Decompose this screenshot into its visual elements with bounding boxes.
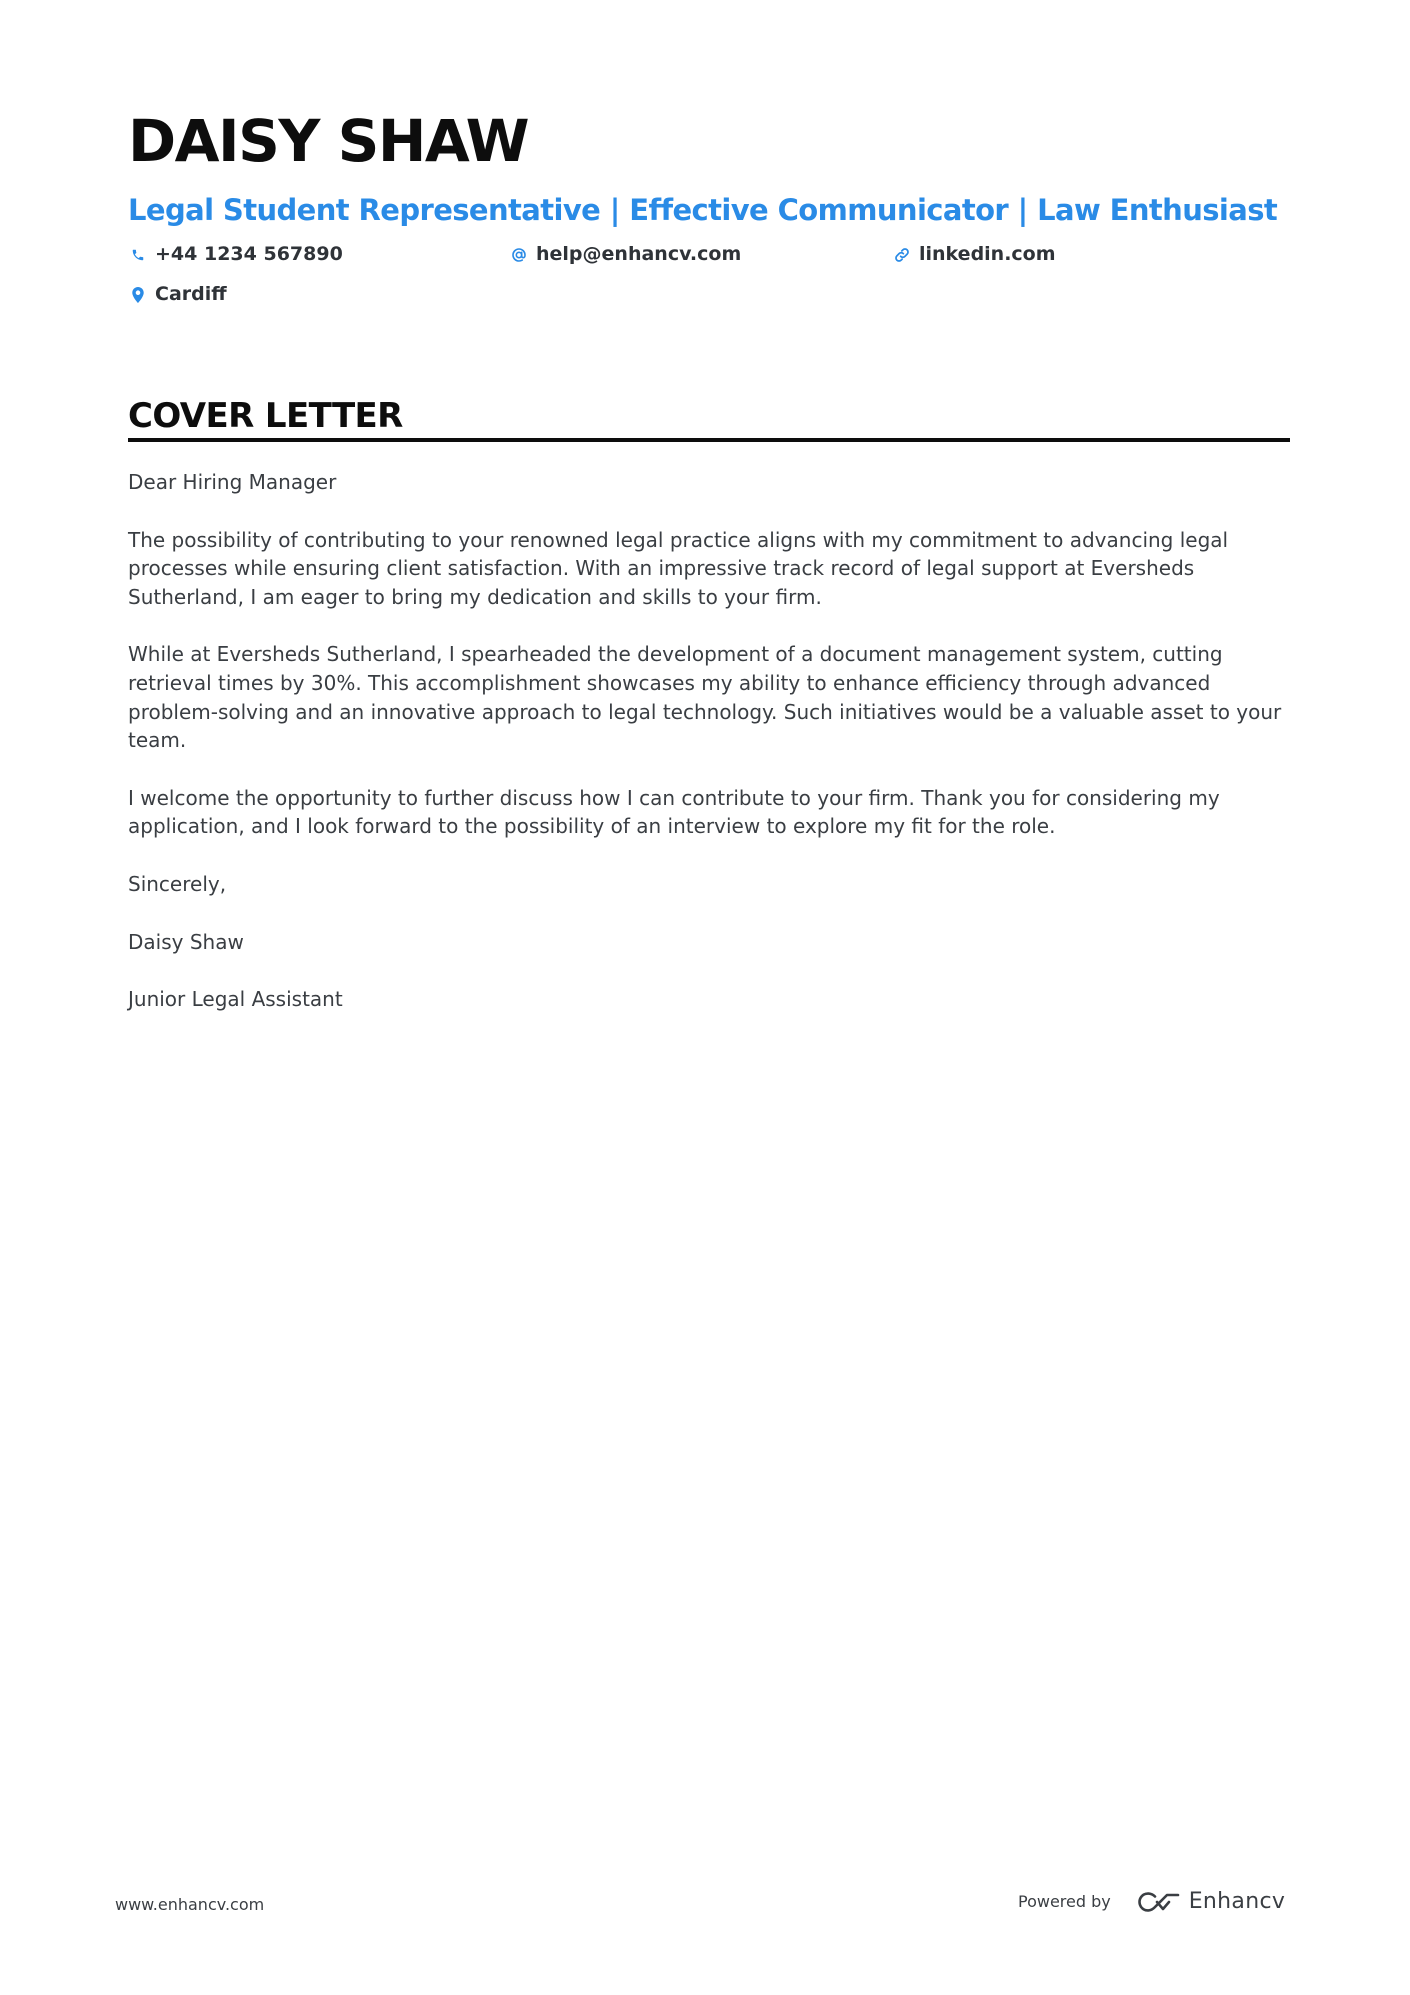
candidate-headline: Legal Student Representative | Effective Communicator | Law Enthusiast <box>128 193 1278 227</box>
letter-paragraph: The possibility of contributing to your renowned legal practice aligns with my commitment to advancing legal processes while ensuring client satisfaction. With an impressive track record of legal support at Eversheds Sutherland, I am eager to bring my dedication and skills to your firm. <box>128 527 1229 609</box>
letter-body <box>128 468 1290 1043</box>
contact-linkedin[interactable] <box>894 245 1056 264</box>
phone-text: +44 1234 567890 <box>155 243 343 265</box>
contact-location <box>130 285 227 304</box>
candidate-name: DAISY SHAW <box>128 107 529 175</box>
link-icon <box>894 247 910 263</box>
letter-greeting: Dear Hiring Manager <box>128 470 337 494</box>
location-text: Cardiff <box>155 283 227 305</box>
powered-by-label: Powered by <box>1018 1892 1111 1911</box>
contact-email[interactable] <box>511 245 741 264</box>
contact-phone <box>130 245 343 264</box>
footer-branding[interactable] <box>1018 1890 1285 1914</box>
phone-icon <box>130 247 146 263</box>
letter-closing: Sincerely, <box>128 871 227 896</box>
linkedin-text: linkedin.com <box>919 243 1056 265</box>
section-title: COVER LETTER <box>128 396 403 436</box>
letter-paragraph: While at Eversheds Sutherland, I spearheaded the development of a document management system, cutting retrieval times by 30%. This accomplishment showcases my ability to enhance efficiency through advanced problem-solving and an innovative approach to legal technology. Such initiatives would be a valuable asset to your team. <box>128 642 1282 753</box>
at-icon <box>511 247 527 263</box>
signature-name: Daisy Shaw <box>128 929 244 954</box>
enhancv-logo-icon <box>1135 1890 1181 1914</box>
email-text: help@enhancv.com <box>536 243 742 265</box>
brand-name: Enhancv <box>1188 1889 1286 1914</box>
section-divider <box>128 438 1290 442</box>
signature-title: Junior Legal Assistant <box>128 987 343 1012</box>
location-pin-icon <box>130 287 146 303</box>
letter-paragraph: I welcome the opportunity to further discuss how I can contribute to your firm. Thank you for considering my application, and I look forward to the possibility of an interview to explore my fit for the role. <box>128 785 1220 839</box>
footer-website-link[interactable]: www.enhancv.com <box>115 1895 265 1914</box>
